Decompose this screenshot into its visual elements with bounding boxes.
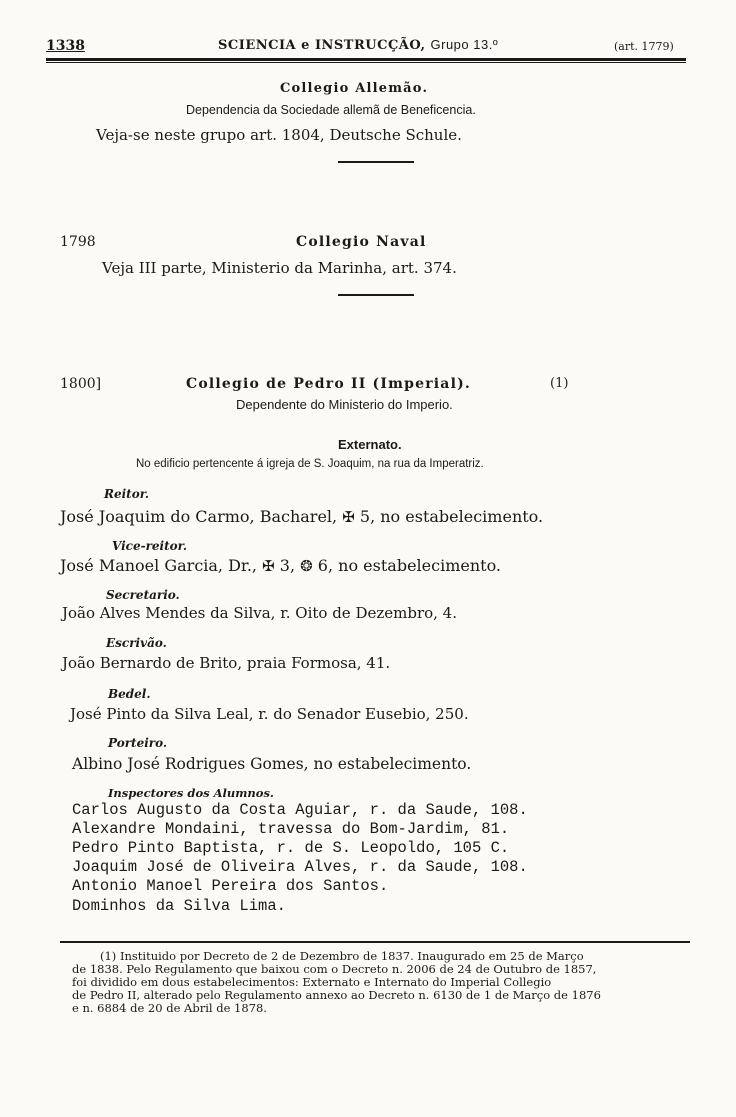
inspector-line: Carlos Augusto da Costa Aguiar, r. da Saude, 108.: [72, 801, 528, 819]
location-line: No edificio pertencente á igreja de S. Joaquim, na rua da Imperatriz.: [136, 458, 484, 470]
collegio-allemao-reference: Veja-se neste grupo art. 1804, Deutsche Schule.: [96, 126, 462, 144]
section-divider: [338, 294, 414, 296]
collegio-allemao-title: Collegio Allemão.: [280, 81, 429, 96]
collegio-naval-reference: Veja III parte, Ministerio da Marinha, art. 374.: [102, 259, 457, 277]
running-title-text: SCIENCIA e INSTRUCÇÃO,: [218, 38, 426, 53]
porteiro-line: Albino José Rodrigues Gomes, no estabelecimento.: [72, 755, 472, 773]
inspector-line: Antonio Manoel Pereira dos Santos.: [72, 877, 389, 895]
inspector-line: Pedro Pinto Baptista, r. de S. Leopoldo, 105 C.: [72, 839, 510, 857]
group-label: Grupo 13.º: [430, 37, 499, 52]
secretario-line: João Alves Mendes da Silva, r. Oito de Dezembro, 4.: [62, 604, 457, 622]
running-title: [218, 37, 498, 53]
reitor-line: José Joaquim do Carmo, Bacharel, ✠ 5, no estabelecimento.: [60, 507, 544, 526]
footnote-line: e n. 6884 de 20 de Abril de 1878.: [72, 1001, 267, 1015]
footnote-rule: [60, 941, 690, 943]
article-reference: (art. 1779): [614, 40, 674, 53]
role-vice-reitor: Vice-reitor.: [112, 539, 188, 553]
order-number-2: 6,: [317, 556, 334, 575]
collegio-naval-number: 1798: [60, 234, 96, 250]
order-number: 5: [359, 507, 371, 526]
vice-reitor-line: [60, 556, 501, 575]
role-secretario: Secretario.: [106, 588, 180, 602]
collegio-allemao-subtitle: Dependencia da Sociedade allemã de Beneficencia.: [186, 103, 476, 117]
footnote-line: foi dividido em dous estabelecimentos: Externato e Internato do Imperial Collegio: [72, 975, 552, 989]
header-rule-thin: [46, 62, 686, 63]
inspector-line: Alexandre Mondaini, travessa do Bom-Jardim, 81.: [72, 820, 510, 838]
section-divider: [338, 161, 414, 163]
order-symbol-icon: ✠: [342, 508, 355, 526]
order-symbol-icon: ✠: [262, 557, 275, 575]
order-number: 3,: [279, 556, 296, 575]
collegio-naval-title: Collegio Naval: [296, 234, 427, 250]
reitor-address: no estabelecimento.: [380, 507, 544, 526]
inspector-line: Joaquim José de Oliveira Alves, r. da Saude, 108.: [72, 858, 528, 876]
vice-reitor-name: José Manoel Garcia, Dr.,: [60, 556, 257, 575]
order-rose-icon: ❂: [300, 557, 313, 575]
page-number: 1338: [46, 38, 85, 54]
collegio-pedro-dependency: Dependente do Ministerio do Imperio.: [236, 397, 453, 412]
footnote-line: de Pedro II, alterado pelo Regulamento annexo ao Decreto n. 6130 de 1 de Março de 1876: [72, 988, 601, 1002]
collegio-pedro-title: Collegio de Pedro II (Imperial).: [186, 376, 471, 392]
footnote-line: de 1838. Pelo Regulamento que baixou com o Decreto n. 2006 de 24 de Outubro de 1857,: [72, 962, 597, 976]
inspector-line: Dominhos da Silva Lima.: [72, 897, 286, 915]
header-rule: [46, 58, 686, 61]
bedel-line: José Pinto da Silva Leal, r. do Senador Eusebio, 250.: [70, 705, 469, 723]
reitor-name: José Joaquim do Carmo, Bacharel,: [60, 507, 338, 526]
role-reitor: Reitor.: [104, 487, 150, 501]
role-bedel: Bedel.: [108, 687, 151, 701]
role-porteiro: Porteiro.: [108, 736, 168, 750]
escrivao-line: João Bernardo de Brito, praia Formosa, 41.: [62, 654, 391, 672]
footnote-line: (1) Instituido por Decreto de 2 de Dezembro de 1837. Inaugurado em 25 de Março: [100, 949, 584, 963]
role-escrivao: Escrivão.: [106, 636, 167, 650]
role-inspectores: Inspectores dos Alumnos.: [108, 786, 274, 800]
vice-reitor-address: no estabelecimento.: [338, 556, 502, 575]
collegio-pedro-number: 1800]: [60, 376, 102, 392]
section-externato: Externato.: [338, 437, 402, 452]
footnote-marker: (1): [550, 376, 569, 391]
